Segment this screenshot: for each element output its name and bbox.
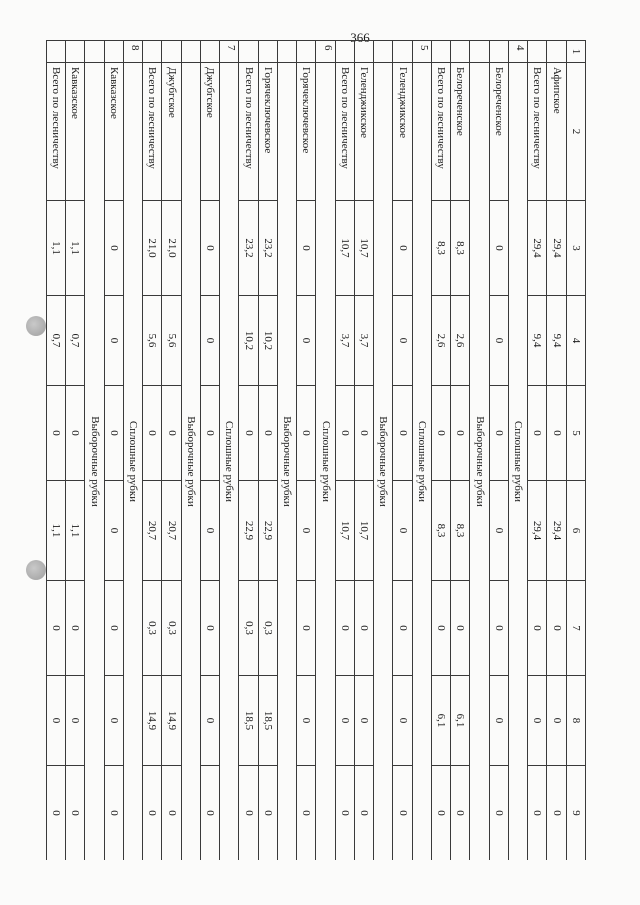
forestry-name-cell: Геленджикское bbox=[393, 63, 412, 201]
value-cell: 21,0 bbox=[143, 201, 162, 296]
row-number-cell: 4 bbox=[509, 41, 528, 63]
value-cell: 0 bbox=[432, 581, 451, 676]
section-row bbox=[412, 41, 431, 861]
header-cell: 1 bbox=[566, 41, 585, 63]
section-row bbox=[124, 41, 143, 861]
value-cell: 0 bbox=[547, 766, 566, 861]
value-cell: 1,1 bbox=[66, 481, 85, 581]
value-cell: 0 bbox=[201, 581, 220, 676]
table-row bbox=[393, 41, 412, 861]
value-cell: 10,7 bbox=[355, 201, 374, 296]
value-cell: 0 bbox=[162, 386, 181, 481]
value-cell: 0 bbox=[297, 386, 316, 481]
value-cell: 0 bbox=[143, 766, 162, 861]
value-cell: 1,1 bbox=[47, 481, 66, 581]
header-cell: 5 bbox=[566, 386, 585, 481]
value-cell: 10,7 bbox=[355, 481, 374, 581]
value-cell: 0 bbox=[104, 581, 123, 676]
forestry-name-cell: Кавказское bbox=[66, 63, 85, 201]
value-cell: 3,7 bbox=[335, 296, 354, 386]
value-cell: 21,0 bbox=[162, 201, 181, 296]
value-cell: 8,3 bbox=[451, 481, 470, 581]
value-cell: 0 bbox=[239, 386, 258, 481]
value-cell: 0 bbox=[104, 676, 123, 766]
value-cell: 0 bbox=[201, 481, 220, 581]
row-number-cell: 6 bbox=[316, 41, 335, 63]
row-number-cell bbox=[432, 41, 451, 63]
table-row bbox=[239, 41, 258, 861]
value-cell: 14,9 bbox=[143, 676, 162, 766]
value-cell: 0 bbox=[66, 581, 85, 676]
table-row bbox=[297, 41, 316, 861]
table-row bbox=[451, 41, 470, 861]
punch-hole bbox=[26, 560, 46, 580]
table-row bbox=[335, 41, 354, 861]
header-cell: 2 bbox=[566, 63, 585, 201]
forestry-name-cell: Всего по лесничеству bbox=[47, 63, 66, 201]
value-cell: 20,7 bbox=[143, 481, 162, 581]
row-number-cell bbox=[239, 41, 258, 63]
value-cell: 0 bbox=[393, 296, 412, 386]
forestry-name-cell: Геленджикское bbox=[355, 63, 374, 201]
value-cell: 1,1 bbox=[66, 201, 85, 296]
value-cell: 0 bbox=[47, 766, 66, 861]
value-cell: 2,6 bbox=[451, 296, 470, 386]
felling-table bbox=[46, 40, 586, 860]
value-cell: 0 bbox=[201, 386, 220, 481]
value-cell: 5,6 bbox=[143, 296, 162, 386]
value-cell: 0 bbox=[335, 386, 354, 481]
value-cell: 0 bbox=[104, 766, 123, 861]
value-cell: 0 bbox=[104, 481, 123, 581]
row-number-cell bbox=[470, 41, 489, 63]
value-cell: 0 bbox=[66, 386, 85, 481]
forestry-name-cell: Всего по лесничеству bbox=[239, 63, 258, 201]
header-cell: 7 bbox=[566, 581, 585, 676]
value-cell: 0 bbox=[104, 201, 123, 296]
forestry-name-cell: Горячеключевское bbox=[297, 63, 316, 201]
value-cell: 10,2 bbox=[239, 296, 258, 386]
rotated-table-frame bbox=[46, 40, 586, 860]
value-cell: 0 bbox=[297, 481, 316, 581]
value-cell: 0 bbox=[104, 386, 123, 481]
row-number-cell bbox=[528, 41, 547, 63]
value-cell: 0 bbox=[335, 766, 354, 861]
value-cell: 0 bbox=[547, 581, 566, 676]
value-cell: 0 bbox=[355, 676, 374, 766]
value-cell: 0 bbox=[258, 766, 277, 861]
section-title: Сплошные рубки bbox=[220, 63, 239, 861]
forestry-name-cell: Афипское bbox=[547, 63, 566, 201]
value-cell: 8,3 bbox=[451, 201, 470, 296]
section-row bbox=[278, 41, 297, 861]
forestry-name-cell: Джубгское bbox=[201, 63, 220, 201]
value-cell: 18,5 bbox=[258, 676, 277, 766]
row-number-cell bbox=[47, 41, 66, 63]
value-cell: 0 bbox=[489, 581, 508, 676]
row-number-cell bbox=[201, 41, 220, 63]
header-cell: 8 bbox=[566, 676, 585, 766]
row-number-cell bbox=[355, 41, 374, 63]
forestry-name-cell: Всего по лесничеству bbox=[143, 63, 162, 201]
table-sheet bbox=[46, 40, 586, 860]
value-cell: 0 bbox=[104, 296, 123, 386]
value-cell: 0 bbox=[201, 766, 220, 861]
value-cell: 29,4 bbox=[528, 201, 547, 296]
header-cell: 3 bbox=[566, 201, 585, 296]
value-cell: 0 bbox=[451, 581, 470, 676]
value-cell: 0 bbox=[143, 386, 162, 481]
row-number-cell: 5 bbox=[412, 41, 431, 63]
value-cell: 0 bbox=[528, 386, 547, 481]
value-cell: 6,1 bbox=[432, 676, 451, 766]
table-row bbox=[528, 41, 547, 861]
value-cell: 0 bbox=[258, 386, 277, 481]
value-cell: 9,4 bbox=[547, 296, 566, 386]
section-title: Выборочные рубки bbox=[374, 63, 393, 861]
value-cell: 23,2 bbox=[239, 201, 258, 296]
value-cell: 0 bbox=[451, 766, 470, 861]
value-cell: 0 bbox=[528, 676, 547, 766]
row-number-cell bbox=[143, 41, 162, 63]
value-cell: 0 bbox=[393, 766, 412, 861]
value-cell: 8,3 bbox=[432, 201, 451, 296]
value-cell: 0 bbox=[489, 481, 508, 581]
value-cell: 20,7 bbox=[162, 481, 181, 581]
value-cell: 0 bbox=[432, 766, 451, 861]
value-cell: 0,3 bbox=[258, 581, 277, 676]
value-cell: 0,3 bbox=[162, 581, 181, 676]
row-number-cell bbox=[104, 41, 123, 63]
value-cell: 0 bbox=[432, 386, 451, 481]
value-cell: 0 bbox=[547, 676, 566, 766]
value-cell: 0 bbox=[355, 386, 374, 481]
value-cell: 8,3 bbox=[432, 481, 451, 581]
value-cell: 0 bbox=[297, 581, 316, 676]
row-number-cell bbox=[451, 41, 470, 63]
forestry-name-cell: Кавказское bbox=[104, 63, 123, 201]
value-cell: 5,6 bbox=[162, 296, 181, 386]
value-cell: 0 bbox=[66, 766, 85, 861]
value-cell: 0 bbox=[393, 201, 412, 296]
header-cell: 4 bbox=[566, 296, 585, 386]
table-row bbox=[143, 41, 162, 861]
table-row bbox=[547, 41, 566, 861]
section-title: Сплошные рубки bbox=[124, 63, 143, 861]
value-cell: 29,4 bbox=[528, 481, 547, 581]
value-cell: 6,1 bbox=[451, 676, 470, 766]
forestry-name-cell: Горячеключевское bbox=[258, 63, 277, 201]
table-row bbox=[47, 41, 66, 861]
value-cell: 10,7 bbox=[335, 201, 354, 296]
row-number-cell bbox=[181, 41, 200, 63]
punch-hole bbox=[26, 316, 46, 336]
section-title: Выборочные рубки bbox=[278, 63, 297, 861]
section-row bbox=[181, 41, 200, 861]
value-cell: 14,9 bbox=[162, 676, 181, 766]
value-cell: 0 bbox=[297, 201, 316, 296]
value-cell: 29,4 bbox=[547, 481, 566, 581]
page-number: 366 bbox=[350, 30, 370, 45]
row-number-cell: 8 bbox=[124, 41, 143, 63]
value-cell: 0 bbox=[489, 201, 508, 296]
row-number-cell bbox=[162, 41, 181, 63]
section-title: Выборочные рубки bbox=[470, 63, 489, 861]
value-cell: 0 bbox=[489, 386, 508, 481]
value-cell: 0 bbox=[201, 676, 220, 766]
value-cell: 0 bbox=[355, 581, 374, 676]
value-cell: 3,7 bbox=[355, 296, 374, 386]
section-row bbox=[374, 41, 393, 861]
forestry-name-cell: Всего по лесничеству bbox=[528, 63, 547, 201]
value-cell: 0 bbox=[547, 386, 566, 481]
value-cell: 0 bbox=[335, 581, 354, 676]
row-number-cell bbox=[258, 41, 277, 63]
section-row bbox=[316, 41, 335, 861]
value-cell: 0 bbox=[528, 766, 547, 861]
value-cell: 0 bbox=[393, 481, 412, 581]
table-row bbox=[489, 41, 508, 861]
value-cell: 18,5 bbox=[239, 676, 258, 766]
section-title: Выборочные рубки bbox=[181, 63, 200, 861]
row-number-cell bbox=[335, 41, 354, 63]
table-row bbox=[104, 41, 123, 861]
value-cell: 0 bbox=[47, 386, 66, 481]
value-cell: 0 bbox=[393, 386, 412, 481]
value-cell: 1,1 bbox=[47, 201, 66, 296]
value-cell: 22,9 bbox=[239, 481, 258, 581]
value-cell: 22,9 bbox=[258, 481, 277, 581]
value-cell: 0 bbox=[201, 296, 220, 386]
section-row bbox=[220, 41, 239, 861]
row-number-cell: 7 bbox=[220, 41, 239, 63]
section-row bbox=[470, 41, 489, 861]
value-cell: 10,2 bbox=[258, 296, 277, 386]
section-title: Выборочные рубки bbox=[85, 63, 104, 861]
value-cell: 0 bbox=[489, 296, 508, 386]
value-cell: 0,3 bbox=[239, 581, 258, 676]
value-cell: 0 bbox=[47, 581, 66, 676]
row-number-cell bbox=[278, 41, 297, 63]
value-cell: 23,2 bbox=[258, 201, 277, 296]
value-cell: 0,7 bbox=[66, 296, 85, 386]
table-row bbox=[201, 41, 220, 861]
value-cell: 0 bbox=[393, 581, 412, 676]
value-cell: 9,4 bbox=[528, 296, 547, 386]
table-row bbox=[258, 41, 277, 861]
value-cell: 0 bbox=[489, 766, 508, 861]
row-number-cell bbox=[393, 41, 412, 63]
value-cell: 10,7 bbox=[335, 481, 354, 581]
value-cell: 0 bbox=[355, 766, 374, 861]
value-cell: 0 bbox=[239, 766, 258, 861]
section-row bbox=[85, 41, 104, 861]
value-cell: 0 bbox=[66, 676, 85, 766]
value-cell: 0 bbox=[335, 676, 354, 766]
value-cell: 2,6 bbox=[432, 296, 451, 386]
value-cell: 0 bbox=[393, 676, 412, 766]
section-row bbox=[509, 41, 528, 861]
value-cell: 29,4 bbox=[547, 201, 566, 296]
section-title: Сплошные рубки bbox=[509, 63, 528, 861]
value-cell: 0,7 bbox=[47, 296, 66, 386]
forestry-name-cell: Белореченское bbox=[489, 63, 508, 201]
forestry-name-cell: Белореченское bbox=[451, 63, 470, 201]
table-row bbox=[162, 41, 181, 861]
header-row bbox=[566, 41, 585, 861]
row-number-cell bbox=[374, 41, 393, 63]
row-number-cell bbox=[85, 41, 104, 63]
section-title: Сплошные рубки bbox=[412, 63, 431, 861]
value-cell: 0 bbox=[451, 386, 470, 481]
table-body bbox=[47, 41, 586, 861]
forestry-name-cell: Всего по лесничеству bbox=[432, 63, 451, 201]
header-cell: 6 bbox=[566, 481, 585, 581]
forestry-name-cell: Джубгское bbox=[162, 63, 181, 201]
forestry-name-cell: Всего по лесничеству bbox=[335, 63, 354, 201]
value-cell: 0 bbox=[489, 676, 508, 766]
value-cell: 0,3 bbox=[143, 581, 162, 676]
value-cell: 0 bbox=[297, 766, 316, 861]
value-cell: 0 bbox=[162, 766, 181, 861]
row-number-cell bbox=[547, 41, 566, 63]
value-cell: 0 bbox=[528, 581, 547, 676]
value-cell: 0 bbox=[297, 296, 316, 386]
value-cell: 0 bbox=[201, 201, 220, 296]
header-cell: 9 bbox=[566, 766, 585, 861]
row-number-cell bbox=[489, 41, 508, 63]
value-cell: 0 bbox=[47, 676, 66, 766]
value-cell: 0 bbox=[297, 676, 316, 766]
table-row bbox=[355, 41, 374, 861]
table-row bbox=[66, 41, 85, 861]
row-number-cell bbox=[66, 41, 85, 63]
row-number-cell bbox=[297, 41, 316, 63]
table-row bbox=[432, 41, 451, 861]
section-title: Сплошные рубки bbox=[316, 63, 335, 861]
